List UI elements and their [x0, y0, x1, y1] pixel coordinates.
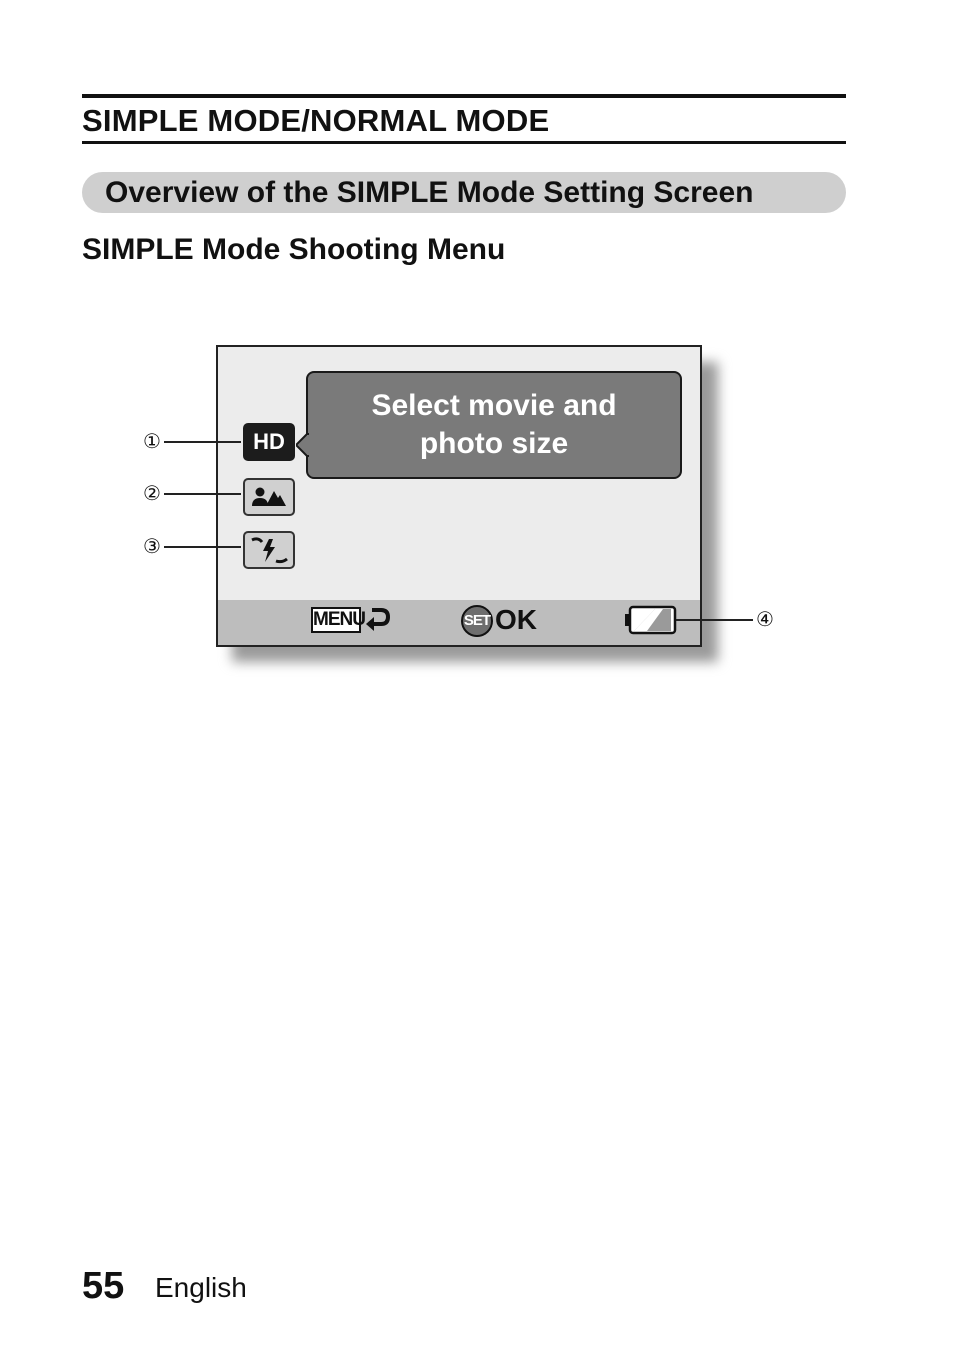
callout-4: ④	[756, 609, 774, 631]
callout-1: ①	[143, 431, 161, 453]
return-arrow-icon	[364, 606, 392, 634]
scene-icon[interactable]	[243, 478, 295, 516]
scene-glyph	[251, 485, 287, 509]
callout-3: ③	[143, 536, 161, 558]
ok-label: OK	[495, 604, 537, 635]
subsection-title: Overview of the SIMPLE Mode Setting Screen	[82, 172, 846, 213]
camera-screen	[216, 345, 702, 647]
flash-icon[interactable]	[243, 531, 295, 569]
tooltip-line-1: Select movie and	[371, 389, 617, 422]
tooltip-pointer	[296, 433, 310, 457]
hd-icon[interactable]	[243, 423, 295, 461]
page-language: English	[155, 1272, 247, 1303]
leader-line-3	[164, 546, 241, 548]
callout-2: ②	[143, 483, 161, 505]
tooltip-line-2: photo size	[419, 427, 569, 460]
leader-line-4	[676, 619, 753, 621]
set-button[interactable]: SET	[461, 605, 493, 637]
hd-icon-label: HD	[253, 429, 285, 454]
section-title: SIMPLE MODE/NORMAL MODE	[82, 94, 846, 144]
leader-line-1	[164, 441, 241, 443]
flash-glyph	[249, 535, 289, 565]
tooltip-bubble	[306, 371, 682, 479]
status-bar	[218, 600, 700, 647]
battery-icon	[625, 605, 677, 635]
leader-line-2	[164, 493, 241, 495]
menu-button[interactable]: MENU	[311, 607, 361, 633]
page-number: 55	[82, 1265, 125, 1307]
heading: SIMPLE Mode Shooting Menu	[82, 233, 506, 266]
